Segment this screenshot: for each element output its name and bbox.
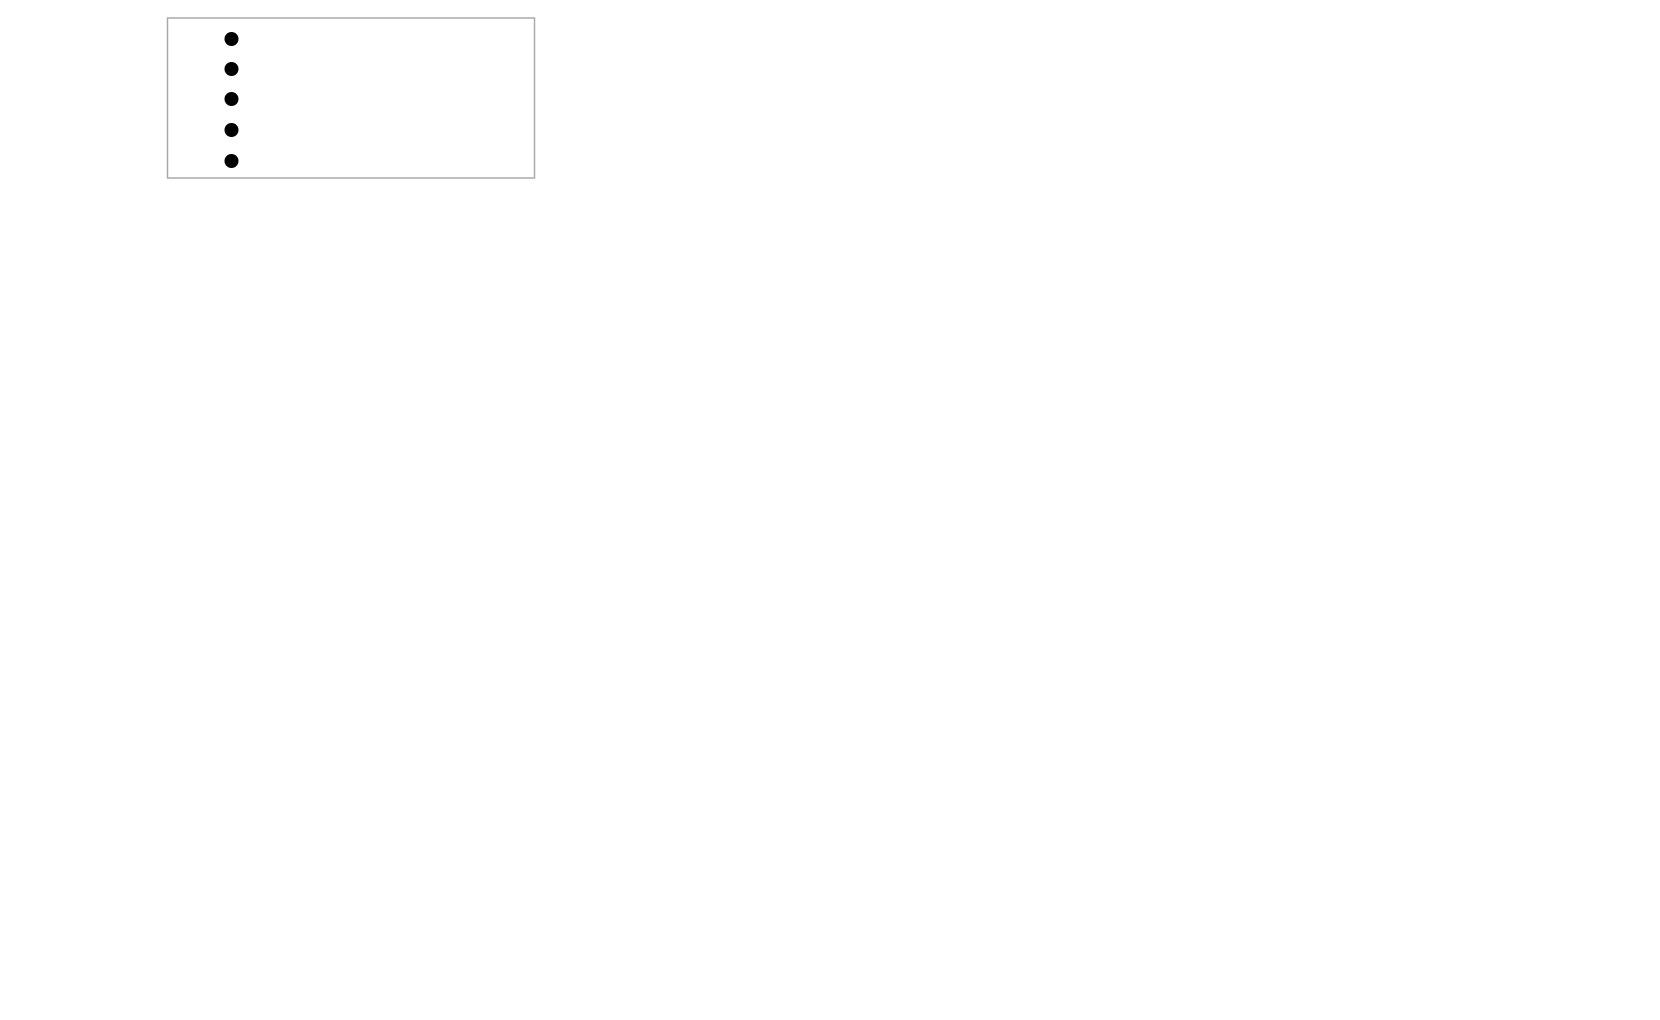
legend-box	[168, 18, 535, 178]
legend	[168, 18, 535, 178]
dpdt-dot-icon	[225, 62, 239, 76]
residual-dot-icon	[225, 92, 239, 106]
tide-dot-icon	[225, 154, 239, 168]
pressure-dot-icon	[225, 32, 239, 46]
last10-dot-icon	[225, 123, 239, 137]
